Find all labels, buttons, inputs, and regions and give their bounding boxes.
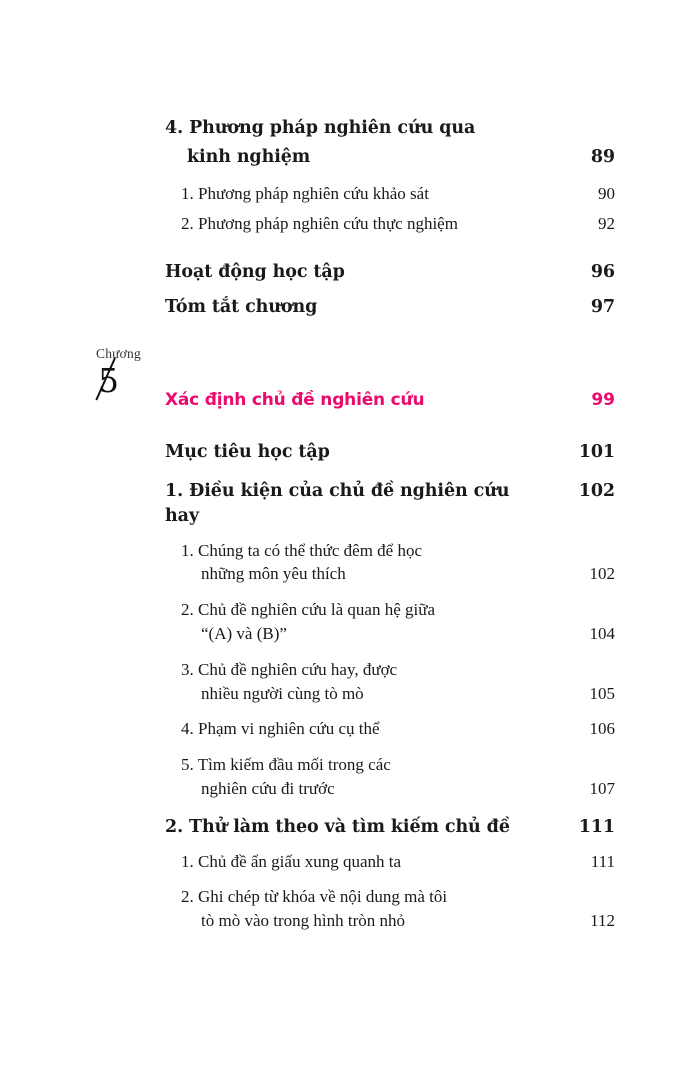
toc-subentry-page-blank bbox=[569, 598, 615, 622]
toc-subentry-text-line2: nhiều người cùng tò mò bbox=[201, 683, 364, 703]
toc-entry-text-line1: Phương pháp nghiên cứu qua bbox=[189, 118, 476, 138]
toc-subentry-keyword-notes-cont[interactable] bbox=[165, 909, 615, 933]
toc-subentry-text: Phương pháp nghiên cứu thực nghiệm bbox=[198, 214, 458, 234]
toc-subentry-keyword-notes[interactable] bbox=[165, 885, 615, 909]
toc-subentry-text: Phương pháp nghiên cứu khảo sát bbox=[198, 183, 429, 203]
toc-entry-label: Hoạt động học tập bbox=[165, 262, 345, 283]
toc-subentry-text-line2: tò mò vào trong hình tròn nhỏ bbox=[201, 911, 405, 931]
toc-subentry-text-line2: những môn yêu thích bbox=[201, 564, 346, 584]
toc-subentry-relation-a-b[interactable] bbox=[165, 598, 615, 622]
toc-entry-page-89: 89 bbox=[590, 146, 615, 167]
toc-subentry-label bbox=[165, 753, 391, 777]
toc-subentry-text-line1: Chủ đề ẩn giấu xung quanh ta bbox=[198, 851, 402, 871]
toc-subentry-label bbox=[165, 850, 401, 874]
toc-entry-conditions-good-topic[interactable] bbox=[165, 479, 615, 529]
toc-entry-label bbox=[165, 116, 475, 141]
toc-subentry-stay-up-late-cont[interactable] bbox=[165, 562, 615, 586]
toc-top-section bbox=[165, 116, 615, 322]
toc-entry-page: 101 bbox=[578, 442, 615, 462]
toc-subentry-text-line2: “(A) và (B)” bbox=[201, 623, 287, 643]
toc-subentry-text-line1: Chủ đề nghiên cứu là quan hệ giữa bbox=[198, 600, 436, 620]
toc-subentry-page: 102 bbox=[589, 564, 615, 584]
toc-subentry-page: 112 bbox=[590, 911, 615, 931]
chapter-marker bbox=[84, 346, 164, 400]
toc-subentry-hidden-topics[interactable] bbox=[165, 850, 615, 874]
toc-entry-method-experience-cont[interactable] bbox=[165, 145, 615, 170]
toc-entry-page: 97 bbox=[590, 297, 615, 318]
chapter-number-text: 5 bbox=[98, 361, 119, 400]
toc-subentry-label bbox=[165, 598, 435, 622]
toc-entry-page bbox=[569, 116, 615, 141]
toc-subentry-page: 92 bbox=[598, 214, 615, 234]
toc-entry-label: Mục tiêu học tập bbox=[165, 442, 330, 462]
toc-entry-method-experience[interactable] bbox=[165, 116, 615, 141]
toc-subentry-survey[interactable] bbox=[165, 182, 615, 206]
toc-subentry-label bbox=[165, 658, 397, 682]
toc-entry-page: 96 bbox=[590, 262, 615, 283]
chapter-title: Xác định chủ đề nghiên cứu bbox=[165, 390, 425, 410]
toc-subentry-page-blank bbox=[569, 658, 615, 682]
toc-subentry-label bbox=[165, 539, 422, 563]
toc-subentry-number: 2. bbox=[181, 600, 194, 620]
toc-subentry-page: 105 bbox=[589, 683, 615, 703]
toc-subentry-number: 5. bbox=[181, 755, 194, 775]
toc-subentry-experiment[interactable] bbox=[165, 212, 615, 236]
toc-sublist-section1 bbox=[165, 539, 615, 801]
toc-subentry-curious-many-cont[interactable] bbox=[165, 682, 615, 706]
toc-entry-page: 111 bbox=[578, 816, 615, 837]
chapter-page: 99 bbox=[591, 390, 615, 410]
toc-subentry-number: 2. bbox=[181, 214, 194, 234]
toc-subentry-label bbox=[165, 885, 447, 909]
toc-subentry-page: 104 bbox=[589, 623, 615, 643]
toc-subentry-number: 2. bbox=[181, 887, 194, 907]
toc-entry-label: Tóm tắt chương bbox=[165, 297, 318, 318]
chapter-marker-number bbox=[98, 361, 164, 400]
toc-entry-objectives[interactable] bbox=[165, 440, 615, 465]
toc-subentry-curious-many[interactable] bbox=[165, 658, 615, 682]
toc-subentry-page-blank bbox=[569, 539, 615, 563]
toc-top-entries bbox=[165, 260, 615, 320]
toc-subentry-text-line1: Tìm kiếm đầu mối trong các bbox=[197, 755, 391, 775]
toc-subentry-relation-a-b-cont[interactable] bbox=[165, 622, 615, 646]
toc-subentry-number: 1. bbox=[181, 540, 194, 560]
toc-subentry-number: 3. bbox=[181, 659, 194, 679]
toc-entry-label: 1. Điều kiện của chủ đề nghiên cứu hay bbox=[165, 480, 510, 526]
toc-entry-number: 4. bbox=[165, 118, 184, 138]
toc-entry-try-and-search[interactable] bbox=[165, 815, 615, 840]
toc-subentry-text-line1: Phạm vi nghiên cứu cụ thể bbox=[198, 719, 380, 739]
toc-entry-page: 102 bbox=[578, 480, 615, 501]
toc-entry-label-line2: kinh nghiệm bbox=[187, 146, 311, 167]
toc-subentry-text-line1: Ghi chép từ khóa về nội dung mà tôi bbox=[198, 887, 448, 907]
toc-subentry-page: 90 bbox=[598, 183, 615, 203]
toc-subentry-label bbox=[165, 212, 458, 236]
toc-subentry-stay-up-late[interactable] bbox=[165, 539, 615, 563]
toc-entry-learning-activities[interactable] bbox=[165, 260, 615, 285]
toc-subentry-text-line1: Chúng ta có thể thức đêm để học bbox=[198, 540, 423, 560]
toc-subentry-label bbox=[165, 717, 380, 741]
toc-subentry-page: 107 bbox=[589, 778, 615, 798]
chapter-marker-word: Chương bbox=[96, 346, 141, 361]
toc-subentry-number: 1. bbox=[181, 183, 194, 203]
toc-subentry-number: 4. bbox=[181, 719, 194, 739]
toc-subentry-page: 106 bbox=[589, 719, 615, 739]
toc-chapter-contents bbox=[165, 440, 615, 940]
toc-entry-chapter-summary[interactable] bbox=[165, 295, 615, 320]
toc-sublist-section2 bbox=[165, 850, 615, 933]
toc-subentry-label bbox=[165, 182, 429, 206]
toc-subentry-specific-scope[interactable] bbox=[165, 717, 615, 741]
toc-subentry-text-line1: Chủ đề nghiên cứu hay, được bbox=[198, 659, 398, 679]
toc-subentry-page: 111 bbox=[590, 851, 615, 871]
toc-entry-label: 2. Thử làm theo và tìm kiếm chủ đề bbox=[165, 816, 510, 837]
chapter-title-row[interactable] bbox=[165, 390, 615, 410]
toc-subentry-find-clues-cont[interactable] bbox=[165, 777, 615, 801]
toc-subentry-find-clues[interactable] bbox=[165, 753, 615, 777]
toc-subentry-page-blank bbox=[569, 753, 615, 777]
toc-subentry-text-line2: nghiên cứu đi trước bbox=[201, 778, 335, 798]
toc-subentry-number: 1. bbox=[181, 851, 194, 871]
toc-subentry-page-blank bbox=[569, 885, 615, 909]
toc-sublist-top bbox=[165, 182, 615, 237]
